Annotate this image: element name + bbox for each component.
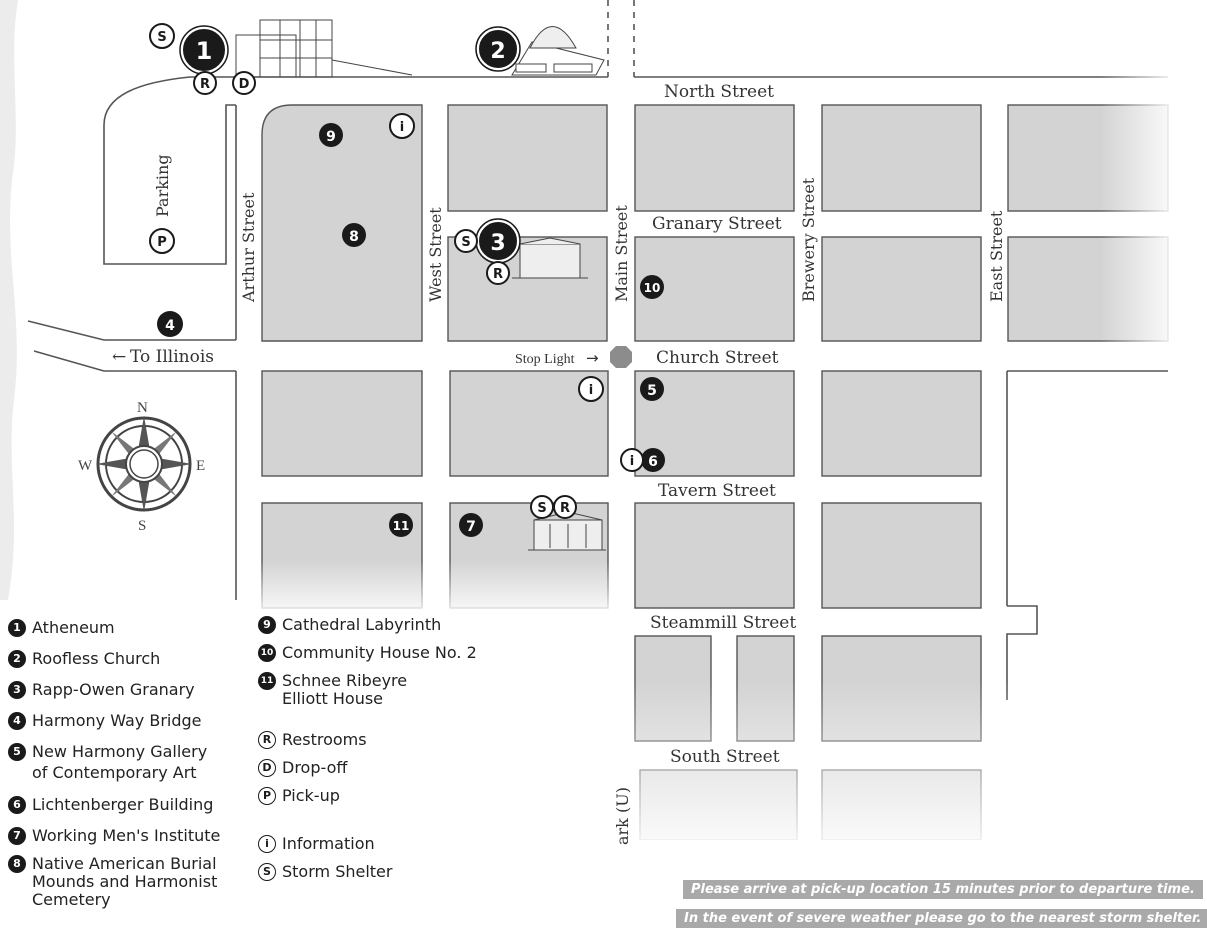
compass-w: W <box>78 458 93 474</box>
pick-up-icon[interactable] <box>150 229 174 253</box>
svg-text:S: S <box>537 501 547 516</box>
storm-shelter-icon: S <box>258 863 276 881</box>
legend-item-1 <box>8 619 115 637</box>
legend-restrooms <box>258 731 367 749</box>
site-marker-11[interactable] <box>389 513 413 537</box>
to-illinois-label: To Illinois <box>130 347 215 367</box>
svg-text:8: 8 <box>349 229 359 245</box>
site-marker-4[interactable] <box>157 311 183 337</box>
information-icon[interactable] <box>621 449 643 471</box>
legend-label: Storm Shelter <box>282 862 393 881</box>
legend-item-2 <box>8 650 160 668</box>
information-icon: i <box>258 835 276 853</box>
restroom-icon: R <box>258 731 276 749</box>
legend-label-line2: Elliott House <box>282 689 384 708</box>
legend-badge: 7 <box>8 827 26 845</box>
svg-text:1: 1 <box>195 37 213 65</box>
legend-label-line2: Mounds and Harmonist <box>32 872 218 891</box>
svg-text:11: 11 <box>392 519 410 533</box>
site-marker-3[interactable] <box>476 219 520 263</box>
pickup-note: Please arrive at pick-up location 15 minutes prior to departure time. <box>683 880 1203 899</box>
legend-label: Lichtenberger Building <box>32 795 214 814</box>
atheneum-sketch <box>236 20 412 77</box>
legend-information <box>258 835 375 853</box>
svg-text:D: D <box>238 77 250 92</box>
street-label-tavern: Tavern Street <box>658 481 776 501</box>
site-marker-1[interactable] <box>180 26 228 74</box>
restroom-icon[interactable] <box>194 72 216 94</box>
site-marker-2[interactable] <box>476 27 520 71</box>
street-label-west: West Street <box>426 207 445 302</box>
legend-badge: 3 <box>8 681 26 699</box>
svg-text:10: 10 <box>643 281 661 295</box>
svg-text:S: S <box>461 235 471 250</box>
parking-label: Parking <box>153 154 172 217</box>
compass-rose-icon <box>96 416 192 512</box>
legend-item-11 <box>258 672 407 708</box>
legend-badge: 1 <box>8 619 26 637</box>
stop-light-label: Stop Light <box>515 352 575 367</box>
site-marker-8[interactable] <box>342 223 366 247</box>
legend-label: Cathedral Labyrinth <box>282 615 442 634</box>
restroom-icon[interactable] <box>554 496 576 518</box>
legend-badge: 2 <box>8 650 26 668</box>
street-label-main: Main Street <box>612 205 631 302</box>
svg-text:9: 9 <box>326 129 336 145</box>
legend-label: Atheneum <box>32 618 115 637</box>
legend-badge: 4 <box>8 712 26 730</box>
legend-item-4 <box>8 712 202 730</box>
stop-light-icon <box>610 346 632 368</box>
street-label-north: North Street <box>664 82 774 102</box>
street-label-south: South Street <box>670 747 780 767</box>
legend-item-7 <box>8 827 220 845</box>
legend-label: Community House No. 2 <box>282 643 477 662</box>
svg-text:3: 3 <box>490 231 506 256</box>
information-icon[interactable] <box>390 114 414 138</box>
svg-text:7: 7 <box>466 519 476 535</box>
legend-label-line3: Cemetery <box>32 890 111 909</box>
legend-badge: 11 <box>258 672 276 690</box>
legend-label: New Harmony Gallery <box>32 742 208 761</box>
svg-text:6: 6 <box>648 454 658 470</box>
street-label-east: East Street <box>987 210 1006 302</box>
legend-label: Roofless Church <box>32 649 161 668</box>
street-label-steammill: Steammill Street <box>650 613 797 633</box>
legend-badge: 9 <box>258 616 276 634</box>
legend-label-line2: of Contemporary Art <box>32 763 197 782</box>
legend-item-5 <box>8 743 207 782</box>
svg-text:2: 2 <box>490 39 506 64</box>
legend-label: Schnee Ribeyre <box>282 671 408 690</box>
svg-text:R: R <box>559 501 571 516</box>
river-strip <box>0 0 18 600</box>
legend-item-9 <box>258 616 441 634</box>
site-marker-9[interactable] <box>319 123 343 147</box>
legend-label: Drop-off <box>282 758 348 777</box>
svg-text:i: i <box>399 120 405 135</box>
stop-light-arrow: → <box>586 349 599 367</box>
svg-text:S: S <box>157 30 167 45</box>
storm-shelter-icon[interactable] <box>531 496 553 518</box>
storm-shelter-icon[interactable] <box>150 24 174 48</box>
legend-item-6 <box>8 796 213 814</box>
legend-pick-up <box>258 787 340 805</box>
information-icon[interactable] <box>579 377 603 401</box>
street-label-brewery: Brewery Street <box>799 177 818 302</box>
roofless-church-sketch <box>512 27 604 76</box>
svg-text:P: P <box>157 235 167 250</box>
legend-label: Rapp-Owen Granary <box>32 680 195 699</box>
legend-item-3 <box>8 681 195 699</box>
site-marker-5[interactable] <box>640 377 664 401</box>
compass-s: S <box>138 518 147 534</box>
legend-badge: 6 <box>8 796 26 814</box>
faded-park-label: ark (U) <box>613 787 632 845</box>
legend-label: Restrooms <box>282 730 367 749</box>
legend-storm-shelter <box>258 863 392 881</box>
legend-badge: 10 <box>258 644 276 662</box>
pick-up-icon: P <box>258 787 276 805</box>
legend-label: Working Men's Institute <box>32 826 221 845</box>
legend-badge: 5 <box>8 743 26 761</box>
drop-off-icon: D <box>258 759 276 777</box>
svg-text:R: R <box>492 267 504 282</box>
svg-text:4: 4 <box>165 318 175 334</box>
compass-n: N <box>137 400 148 416</box>
legend-badge: 8 <box>8 855 26 873</box>
storm-shelter-icon[interactable] <box>455 230 477 252</box>
site-marker-6[interactable] <box>641 448 665 472</box>
restroom-icon[interactable] <box>487 262 509 284</box>
compass-e: E <box>196 458 206 474</box>
legend-item-8 <box>8 855 217 909</box>
legend-label: Harmony Way Bridge <box>32 711 202 730</box>
legend-label: Native American Burial <box>32 854 217 873</box>
svg-text:i: i <box>588 383 594 398</box>
legend-label: Information <box>282 834 375 853</box>
legend-label: Pick-up <box>282 786 340 805</box>
legend-drop-off <box>258 759 347 777</box>
drop-off-icon[interactable] <box>233 72 255 94</box>
street-label-arthur: Arthur Street <box>239 192 258 302</box>
site-marker-10[interactable] <box>640 275 664 299</box>
svg-text:R: R <box>199 77 211 92</box>
to-illinois-arrow: ← <box>112 347 127 367</box>
storm-note: In the event of severe weather please go to the nearest storm shelter. <box>676 909 1207 928</box>
svg-text:i: i <box>629 454 635 469</box>
street-label-church: Church Street <box>656 348 779 368</box>
street-label-granary: Granary Street <box>652 214 782 234</box>
svg-text:5: 5 <box>647 383 657 399</box>
granary-sketch <box>512 238 588 278</box>
site-marker-7[interactable] <box>459 513 483 537</box>
legend-item-10 <box>258 644 477 662</box>
